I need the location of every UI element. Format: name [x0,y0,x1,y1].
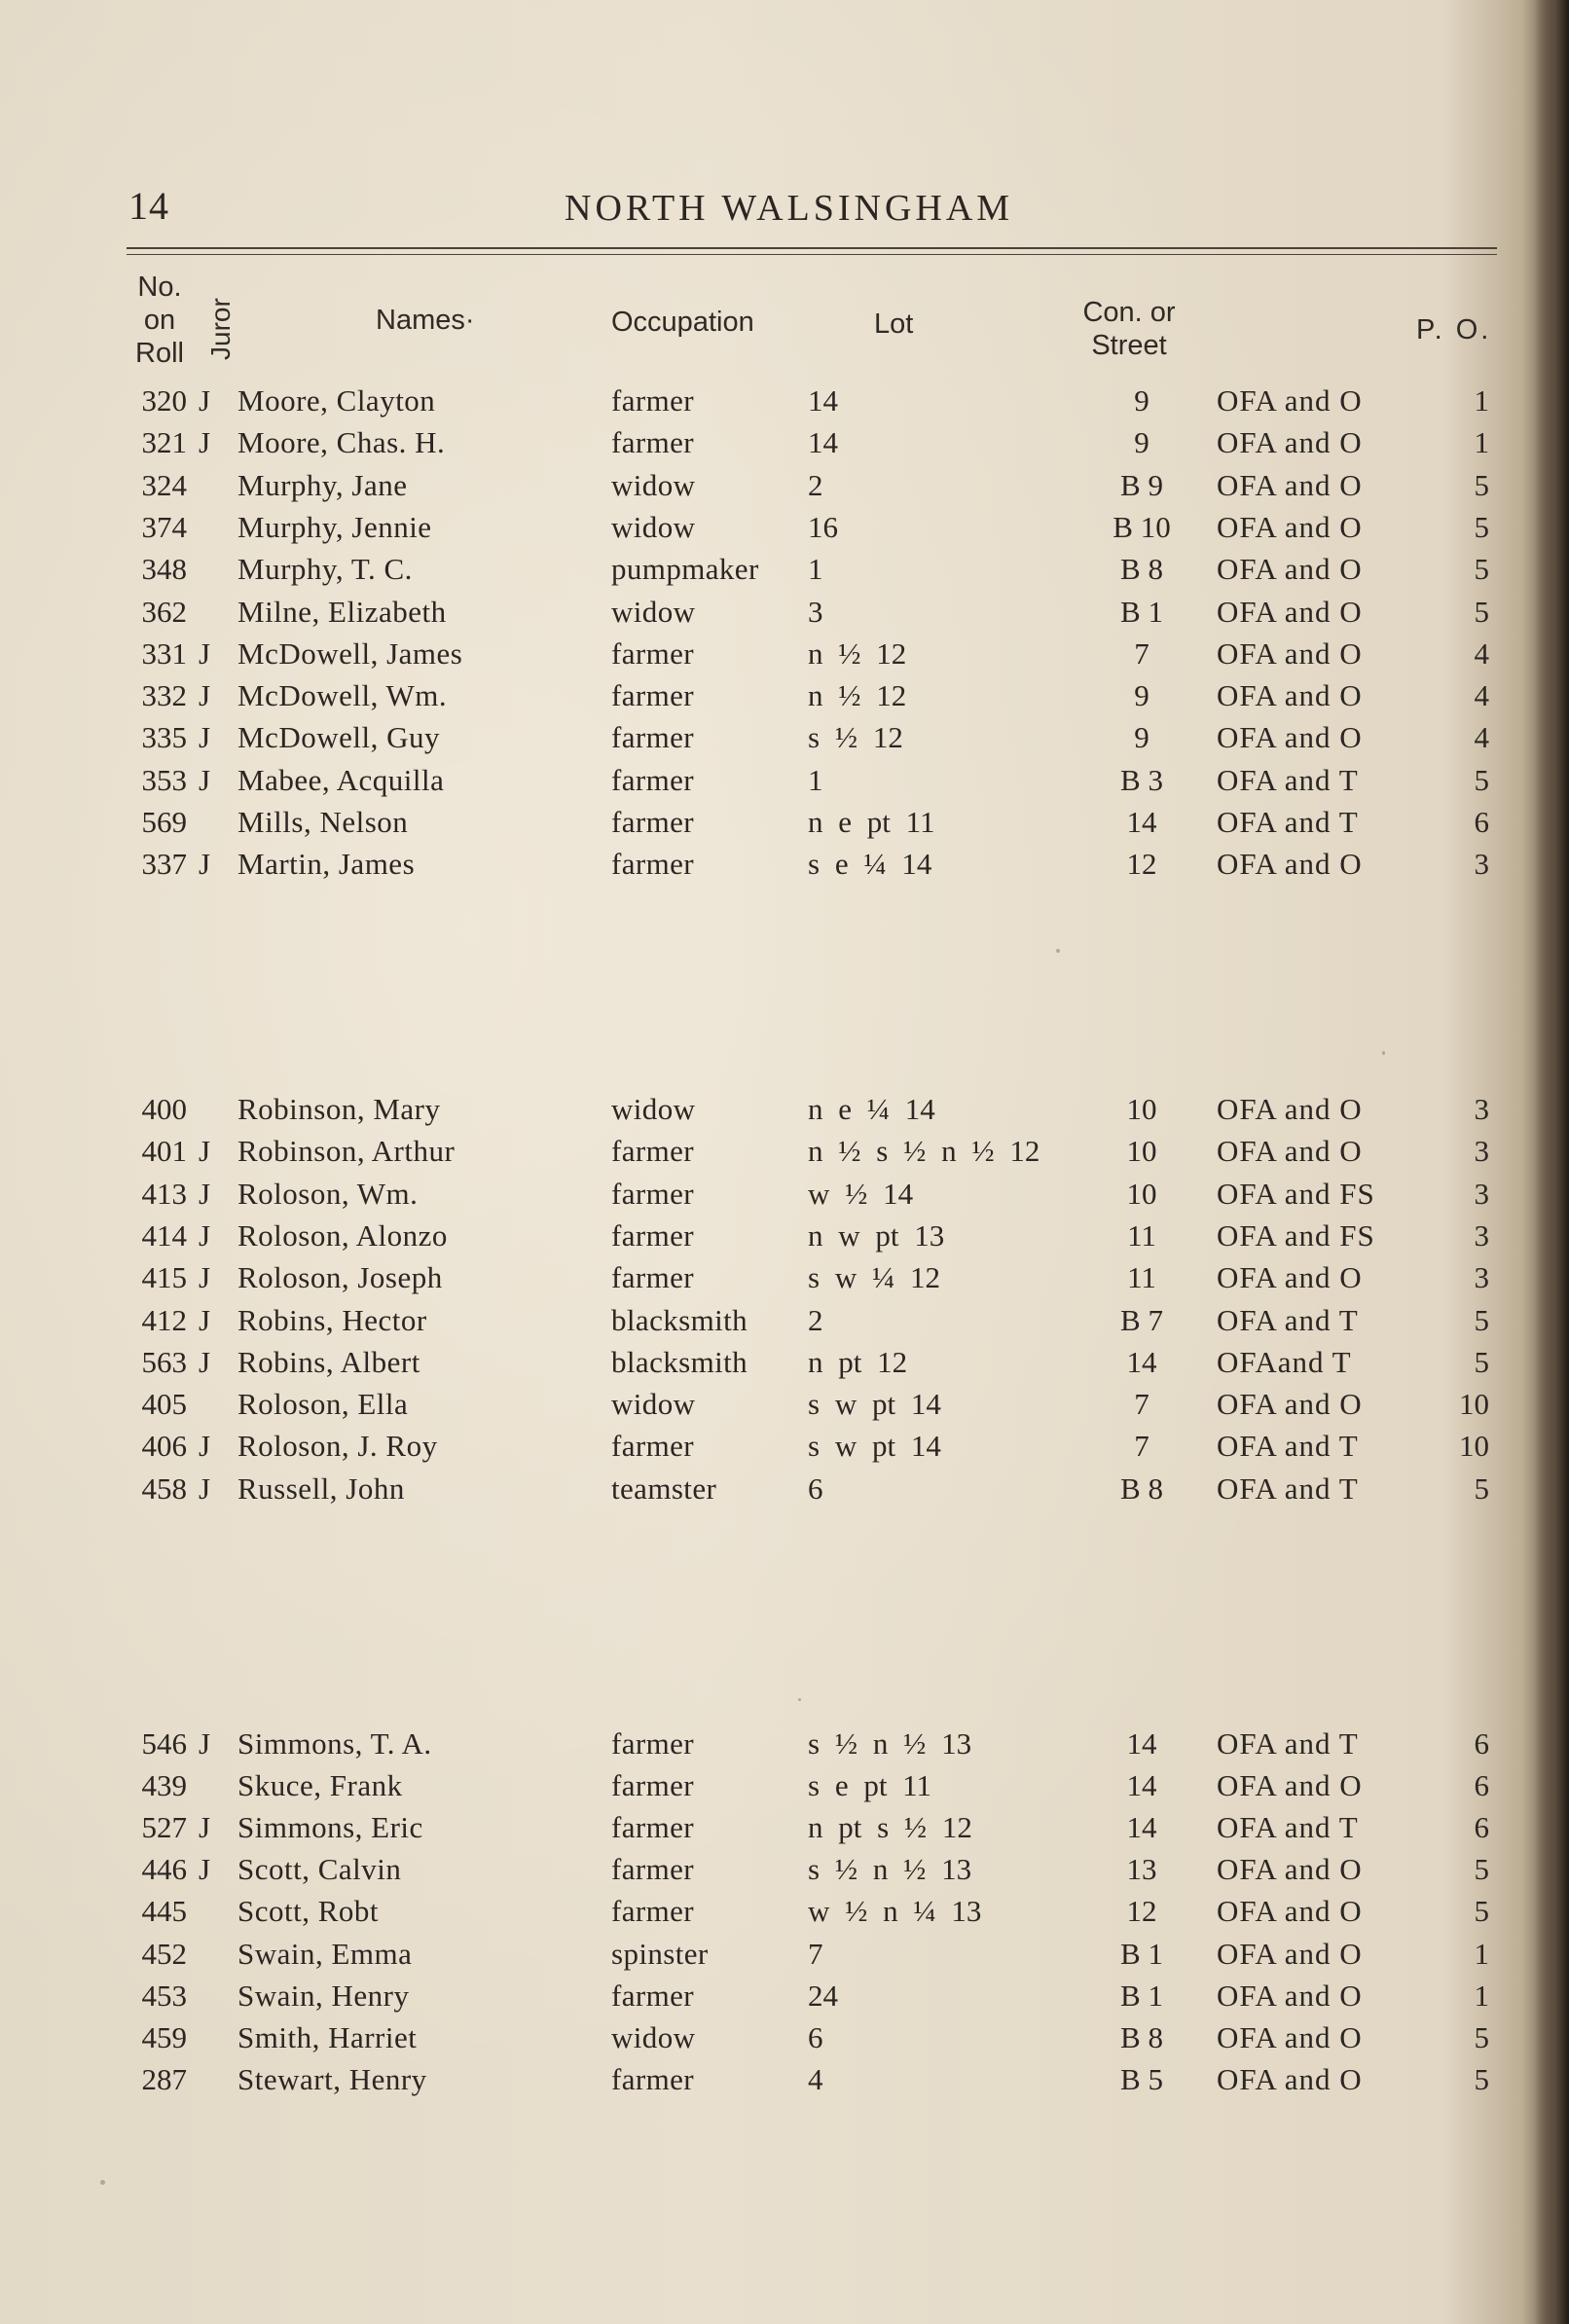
lot: 2 [808,467,823,502]
roll-number: 374 [141,509,187,544]
roll-number: 415 [141,1260,187,1295]
voter-name: Murphy, T. C. [237,552,413,587]
voter-name: Mills, Nelson [237,805,409,839]
juror-mark: J [199,1260,211,1295]
post-office: OFA and O [1217,720,1363,755]
post-office-number: 6 [1474,805,1489,839]
column-header-con-line2: Street [1091,330,1167,361]
concession-or-street: 12 [1126,847,1157,882]
column-header-names: Names· [376,305,475,336]
post-office-number: 5 [1474,594,1489,629]
voter-name: Roloson, Wm. [237,1176,419,1211]
lot: n ½ 12 [808,678,907,713]
roll-number: 348 [141,552,187,587]
table-row [0,508,1569,547]
occupation: farmer [611,678,695,713]
roll-number: 362 [141,594,187,629]
occupation: farmer [611,720,695,755]
post-office: OFA and T [1217,805,1359,839]
table-row [0,423,1569,462]
occupation: widow [611,509,696,544]
post-office-number: 5 [1474,509,1489,544]
juror-mark: J [199,635,211,671]
occupation: farmer [611,1726,695,1761]
paper-speck [1056,949,1060,953]
roll-number: 335 [141,720,187,755]
concession-or-street: B 8 [1120,552,1163,587]
roll-number: 546 [141,1726,187,1761]
roll-number: 452 [141,1936,187,1971]
concession-or-street: 10 [1126,1134,1157,1169]
voter-name: Russell, John [237,1471,405,1506]
voter-name: Moore, Chas. H. [237,425,446,460]
post-office: OFA and O [1217,425,1363,460]
table-row [0,1175,1569,1214]
voter-name: Murphy, Jane [237,467,408,502]
lot: n w pt 13 [808,1217,945,1253]
occupation: farmer [611,1134,695,1169]
occupation: farmer [611,1429,695,1464]
roll-number: 406 [141,1429,187,1464]
roll-number: 324 [141,467,187,502]
post-office: OFA and T [1217,1726,1359,1761]
roll-number: 332 [141,678,187,713]
post-office-number: 10 [1459,1387,1489,1422]
post-office: OFAand T [1217,1344,1352,1379]
table-row [0,1850,1569,1889]
post-office: OFA and O [1217,552,1363,587]
occupation: spinster [611,1936,709,1971]
lot: 7 [808,1936,823,1971]
lot: 14 [808,383,838,418]
table-row [0,381,1569,420]
voter-name: Swain, Emma [237,1936,413,1971]
juror-mark: J [199,1134,211,1169]
column-header-juror: Juror [205,298,236,360]
lot: 24 [808,1978,838,2013]
voter-name: McDowell, Wm. [237,678,448,713]
concession-or-street: B 1 [1120,1978,1163,2013]
post-office-number: 4 [1474,678,1489,713]
post-office-number: 5 [1474,1344,1489,1379]
lot: w ½ 14 [808,1176,914,1211]
post-office: OFA and FS [1217,1176,1375,1211]
juror-mark: J [199,1429,211,1464]
post-office: OFA and O [1217,1387,1363,1422]
post-office: OFA and O [1217,383,1363,418]
roll-number: 287 [141,2061,187,2096]
post-office-number: 5 [1474,2019,1489,2054]
post-office: OFA and O [1217,1260,1363,1295]
lot: s w pt 14 [808,1387,941,1422]
table-row [0,676,1569,715]
juror-mark: J [199,1344,211,1379]
paper-speck [1382,1051,1385,1055]
post-office-number: 5 [1474,552,1489,587]
roll-number: 459 [141,2019,187,2054]
concession-or-street: 14 [1126,1726,1157,1761]
table-row [0,1427,1569,1466]
concession-or-street: B 5 [1120,2061,1163,2096]
concession-or-street: 7 [1134,635,1149,671]
table-row [0,1808,1569,1847]
concession-or-street: B 1 [1120,1936,1163,1971]
table-row [0,718,1569,757]
roll-number: 405 [141,1387,187,1422]
juror-mark: J [199,1852,211,1887]
post-office: OFA and T [1217,762,1359,797]
juror-mark: J [199,847,211,882]
lot: s w pt 14 [808,1429,941,1464]
roll-number: 401 [141,1134,187,1169]
concession-or-street: 12 [1126,1894,1157,1929]
concession-or-street: 9 [1134,425,1149,460]
roll-number: 439 [141,1768,187,1803]
post-office-number: 4 [1474,635,1489,671]
post-office-number: 3 [1474,1092,1489,1126]
post-office: OFA and O [1217,1894,1363,1929]
table-row [0,1725,1569,1763]
post-office: OFA and T [1217,1810,1359,1845]
post-office: OFA and O [1217,1134,1363,1169]
lot: s ½ n ½ 13 [808,1726,972,1761]
concession-or-street: 14 [1126,805,1157,839]
page-number: 14 [128,184,169,228]
occupation: farmer [611,425,695,460]
lot: s ½ n ½ 13 [808,1852,972,1887]
voter-name: Robinson, Arthur [237,1134,456,1169]
voter-name: Simmons, T. A. [237,1726,432,1761]
roll-number: 412 [141,1302,187,1337]
roll-number: 453 [141,1978,187,2013]
post-office-number: 6 [1474,1768,1489,1803]
concession-or-street: 7 [1134,1429,1149,1464]
post-office: OFA and O [1217,2019,1363,2054]
voter-name: Moore, Clayton [237,383,436,418]
roll-number: 400 [141,1092,187,1126]
occupation: farmer [611,2061,695,2096]
column-header-no-line2: on [143,305,176,336]
concession-or-street: 14 [1126,1810,1157,1845]
concession-or-street: 10 [1126,1176,1157,1211]
lot: n ½ s ½ n ½ 12 [808,1134,1040,1169]
concession-or-street: B 10 [1113,509,1171,544]
post-office: OFA and O [1217,594,1363,629]
lot: n e ¼ 14 [808,1092,935,1126]
post-office-number: 1 [1474,1936,1489,1971]
lot: 1 [808,552,823,587]
table-row [0,1470,1569,1508]
lot: n ½ 12 [808,635,907,671]
post-office-number: 5 [1474,467,1489,502]
concession-or-street: B 8 [1120,2019,1163,2054]
lot: 6 [808,1471,823,1506]
post-office-number: 3 [1474,1176,1489,1211]
post-office: OFA and O [1217,1092,1363,1126]
concession-or-street: B 8 [1120,1471,1163,1506]
post-office-number: 5 [1474,1894,1489,1929]
table-row [0,1258,1569,1297]
concession-or-street: B 7 [1120,1302,1163,1337]
occupation: widow [611,594,696,629]
concession-or-street: 14 [1126,1768,1157,1803]
paper-speck [798,1698,801,1701]
table-row [0,761,1569,800]
voter-name: Milne, Elizabeth [237,594,447,629]
post-office-number: 1 [1474,425,1489,460]
post-office: OFA and T [1217,1302,1359,1337]
lot: 4 [808,2061,823,2096]
table-row [0,593,1569,632]
occupation: farmer [611,1176,695,1211]
juror-mark: J [199,678,211,713]
occupation: widow [611,1092,696,1126]
voter-name: Roloson, Ella [237,1387,409,1422]
lot: 16 [808,509,838,544]
column-header-lot: Lot [874,309,914,340]
concession-or-street: 9 [1134,383,1149,418]
lot: 14 [808,425,838,460]
voter-name: Robins, Albert [237,1344,420,1379]
column-header-no-line1: No. [137,272,182,303]
roll-number: 413 [141,1176,187,1211]
occupation: farmer [611,847,695,882]
post-office: OFA and O [1217,678,1363,713]
table-row [0,1935,1569,1974]
voter-name: Murphy, Jennie [237,509,432,544]
table-row [0,803,1569,842]
occupation: farmer [611,1768,695,1803]
lot: s e pt 11 [808,1768,932,1803]
juror-mark: J [199,762,211,797]
voter-name: Mabee, Acquilla [237,762,445,797]
post-office: OFA and O [1217,1978,1363,2013]
occupation: farmer [611,1260,695,1295]
post-office: OFA and T [1217,1429,1359,1464]
concession-or-street: 11 [1127,1217,1156,1253]
occupation: farmer [611,805,695,839]
voter-name: Scott, Robt [237,1894,380,1929]
table-row [0,1216,1569,1255]
lot: 1 [808,762,823,797]
juror-mark: J [199,1471,211,1506]
column-header-occupation: Occupation [611,307,754,338]
concession-or-street: B 3 [1120,762,1163,797]
occupation: widow [611,467,696,502]
voter-name: Roloson, Alonzo [237,1217,448,1253]
juror-mark: J [199,1302,211,1337]
post-office: OFA and O [1217,1768,1363,1803]
occupation: farmer [611,383,695,418]
occupation: widow [611,2019,696,2054]
occupation: farmer [611,1217,695,1253]
lot: 2 [808,1302,823,1337]
voter-name: Robins, Hector [237,1302,427,1337]
lot: n pt 12 [808,1344,908,1379]
post-office-number: 3 [1474,847,1489,882]
table-row [0,1343,1569,1382]
table-row [0,845,1569,884]
post-office-number: 3 [1474,1260,1489,1295]
lot: 6 [808,2019,823,2054]
table-row [0,635,1569,673]
occupation: pumpmaker [611,552,759,587]
voter-name: McDowell, Guy [237,720,440,755]
lot: 3 [808,594,823,629]
occupation: farmer [611,762,695,797]
concession-or-street: B 9 [1120,467,1163,502]
table-row [0,2060,1569,2099]
table-row [0,1892,1569,1931]
lot: n e pt 11 [808,805,935,839]
concession-or-street: 11 [1127,1260,1156,1295]
lot: n pt s ½ 12 [808,1810,972,1845]
occupation: farmer [611,1852,695,1887]
roll-number: 353 [141,762,187,797]
post-office-number: 6 [1474,1810,1489,1845]
post-office: OFA and O [1217,2061,1363,2096]
post-office-number: 5 [1474,762,1489,797]
table-row [0,1301,1569,1340]
lot: w ½ n ¼ 13 [808,1894,982,1929]
roll-number: 458 [141,1471,187,1506]
concession-or-street: 9 [1134,678,1149,713]
concession-or-street: 14 [1126,1344,1157,1379]
post-office-number: 10 [1459,1429,1489,1464]
roll-number: 321 [141,425,187,460]
table-row [0,1385,1569,1424]
lot: s ½ 12 [808,720,903,755]
voter-name: Swain, Henry [237,1978,410,2013]
roll-number: 331 [141,635,187,671]
voter-name: Smith, Harriet [237,2019,418,2054]
post-office-number: 1 [1474,1978,1489,2013]
occupation: farmer [611,1810,695,1845]
occupation: farmer [611,635,695,671]
roll-number: 569 [141,805,187,839]
post-office-number: 1 [1474,383,1489,418]
table-row [0,550,1569,589]
post-office: OFA and O [1217,1852,1363,1887]
column-header-po: P. O. [1416,314,1492,345]
post-office-number: 3 [1474,1134,1489,1169]
column-header-no-line3: Roll [135,338,184,369]
roll-number: 414 [141,1217,187,1253]
table-row [0,1090,1569,1129]
table-row [0,1766,1569,1805]
post-office: OFA and O [1217,847,1363,882]
voter-name: Scott, Calvin [237,1852,402,1887]
post-office: OFA and O [1217,509,1363,544]
post-office-number: 5 [1474,2061,1489,2096]
voter-name: Martin, James [237,847,416,882]
roll-number: 320 [141,383,187,418]
voter-name: Roloson, J. Roy [237,1429,438,1464]
lot: s w ¼ 12 [808,1260,940,1295]
occupation: blacksmith [611,1302,748,1337]
roll-number: 337 [141,847,187,882]
table-row [0,1132,1569,1171]
concession-or-street: 7 [1134,1387,1149,1422]
occupation: blacksmith [611,1344,748,1379]
table-row [0,1977,1569,2015]
post-office: OFA and FS [1217,1217,1375,1253]
juror-mark: J [199,1217,211,1253]
post-office-number: 6 [1474,1726,1489,1761]
post-office-number: 5 [1474,1302,1489,1337]
post-office: OFA and O [1217,635,1363,671]
occupation: teamster [611,1471,717,1506]
table-row [0,466,1569,505]
voter-name: Robinson, Mary [237,1092,441,1126]
juror-mark: J [199,1810,211,1845]
juror-mark: J [199,720,211,755]
roll-number: 563 [141,1344,187,1379]
juror-mark: J [199,1176,211,1211]
occupation: farmer [611,1894,695,1929]
post-office: OFA and O [1217,467,1363,502]
juror-mark: J [199,383,211,418]
juror-mark: J [199,1726,211,1761]
column-header-con-line1: Con. or [1082,297,1176,328]
voter-name: McDowell, James [237,635,463,671]
post-office: OFA and T [1217,1471,1359,1506]
post-office-number: 4 [1474,720,1489,755]
voter-name: Simmons, Eric [237,1810,423,1845]
voter-name: Stewart, Henry [237,2061,427,2096]
post-office-number: 5 [1474,1852,1489,1887]
page-title: NORTH WALSINGHAM [565,188,1014,229]
roll-number: 527 [141,1810,187,1845]
occupation: farmer [611,1978,695,2013]
lot: s e ¼ 14 [808,847,932,882]
roll-number: 446 [141,1852,187,1887]
post-office-number: 5 [1474,1471,1489,1506]
voter-name: Skuce, Frank [237,1768,403,1803]
concession-or-street: 9 [1134,720,1149,755]
juror-mark: J [199,425,211,460]
voter-name: Roloson, Joseph [237,1260,443,1295]
concession-or-street: 13 [1126,1852,1157,1887]
table-row [0,2018,1569,2057]
concession-or-street: 10 [1126,1092,1157,1126]
occupation: widow [611,1387,696,1422]
paper-speck [100,2180,105,2185]
roll-number: 445 [141,1894,187,1929]
post-office: OFA and O [1217,1936,1363,1971]
concession-or-street: B 1 [1120,594,1163,629]
post-office-number: 3 [1474,1217,1489,1253]
